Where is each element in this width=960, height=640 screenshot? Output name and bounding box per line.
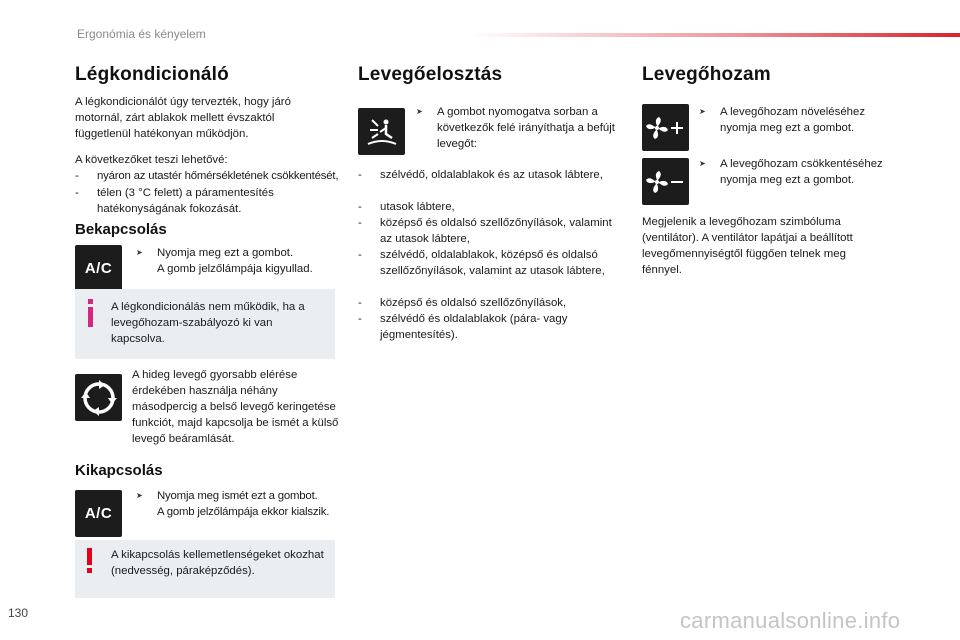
step-item: ➤ A levegőhozam növeléséhez nyomja meg ezt a gombot. — [699, 106, 866, 134]
header-accent-bar — [470, 33, 960, 37]
watermark: carmanualsonline.info — [680, 608, 901, 633]
info-icon — [85, 299, 97, 327]
info-note-text: A légkondicionálás nem működik, ha a levegőhozam-szabályozó ki van kapcsolva. — [111, 301, 305, 345]
bullet-item: - télen (3 °C felett) a páramentesítés hatékonyságának fokozását. — [75, 187, 274, 215]
subsection-title-off: Kikapcsolás — [75, 462, 163, 479]
list-item: - utasok lábtere, — [358, 201, 455, 213]
info-note — [75, 289, 335, 359]
section-title-air-flow: Levegőhozam — [642, 64, 771, 85]
possibilities-intro: A következőket teszi lehetővé: — [75, 154, 228, 166]
step-item: ➤ A levegőhozam csökkentéséhez nyomja meg ezt a gombot. — [699, 158, 883, 186]
column-air-flow — [642, 64, 907, 294]
arrow-right-icon: ➤ — [699, 159, 706, 168]
list-item: - szélvédő, oldalablakok, középső és oldalsó szellőzőnyílások, valamint az utasok lábtere, — [358, 249, 605, 277]
arrow-right-icon: ➤ — [416, 107, 423, 116]
section-title-air-conditioning: Légkondicionáló — [75, 64, 229, 85]
bullet-item: - nyáron az utastér hőmérsékletének csökkentését, — [75, 170, 339, 182]
air-flow-note: Megjelenik a levegőhozam szimbóluma (ventilátor). A ventilátor lapátjai a beállított levegőmennyiségtől függően telnek meg fénnyel. — [642, 216, 853, 276]
list-item: - szélvédő és oldalablakok (pára- vagy jégmentesítés). — [358, 313, 568, 341]
intro-paragraph: A légkondicionálót úgy tervezték, hogy járó motornál, zárt ablakok mellett évszaktól függetlenül hatékonyan működjön. — [75, 96, 291, 140]
warning-note-text: A kikapcsolás kellemetlenségeket okozhat (nedvesség, páraképződés). — [111, 549, 324, 577]
fan-minus-icon — [642, 158, 689, 205]
header-title: Ergonómia és kényelem — [77, 27, 206, 41]
step-item: ➤ A gombot nyomogatva sorban a következők felé irányíthatja a befújt levegőt: — [416, 106, 615, 150]
page-number: 130 — [8, 606, 29, 620]
list-item: - középső és oldalsó szellőzőnyílások, valamint az utasok lábtere, — [358, 217, 612, 245]
recirculation-text: A hideg levegő gyorsabb elérése érdekében használja néhány másodpercig a belső levegő keringetése funkciót, majd kapcsolja be ismét a külső levegő beáramlását. — [132, 369, 339, 445]
recirculation-icon — [75, 374, 122, 421]
ac-button-label: A/C — [84, 505, 113, 522]
subsection-title-on: Bekapcsolás — [75, 221, 167, 238]
warning-icon — [85, 548, 95, 574]
ac-button-icon — [75, 245, 122, 292]
fan-plus-icon — [642, 104, 689, 151]
warning-note — [75, 540, 335, 598]
list-item: - szélvédő, oldalablakok és az utasok lábtere, — [358, 169, 603, 181]
air-distribution-icon — [358, 108, 405, 155]
list-item: - középső és oldalsó szellőzőnyílások, — [358, 297, 567, 309]
section-title-air-distribution: Levegőelosztás — [358, 64, 503, 85]
arrow-right-icon: ➤ — [136, 248, 143, 257]
arrow-right-icon: ➤ — [699, 107, 706, 116]
ac-button-label: A/C — [84, 260, 113, 277]
step-item: ➤ Nyomja meg ismét ezt a gombot. A gomb jelzőlámpája ekkor kialszik. — [136, 490, 330, 518]
arrow-right-icon: ➤ — [136, 491, 143, 500]
step-item: ➤ Nyomja meg ezt a gombot. A gomb jelzőlámpája kigyullad. — [136, 247, 313, 275]
ac-button-icon — [75, 490, 122, 537]
